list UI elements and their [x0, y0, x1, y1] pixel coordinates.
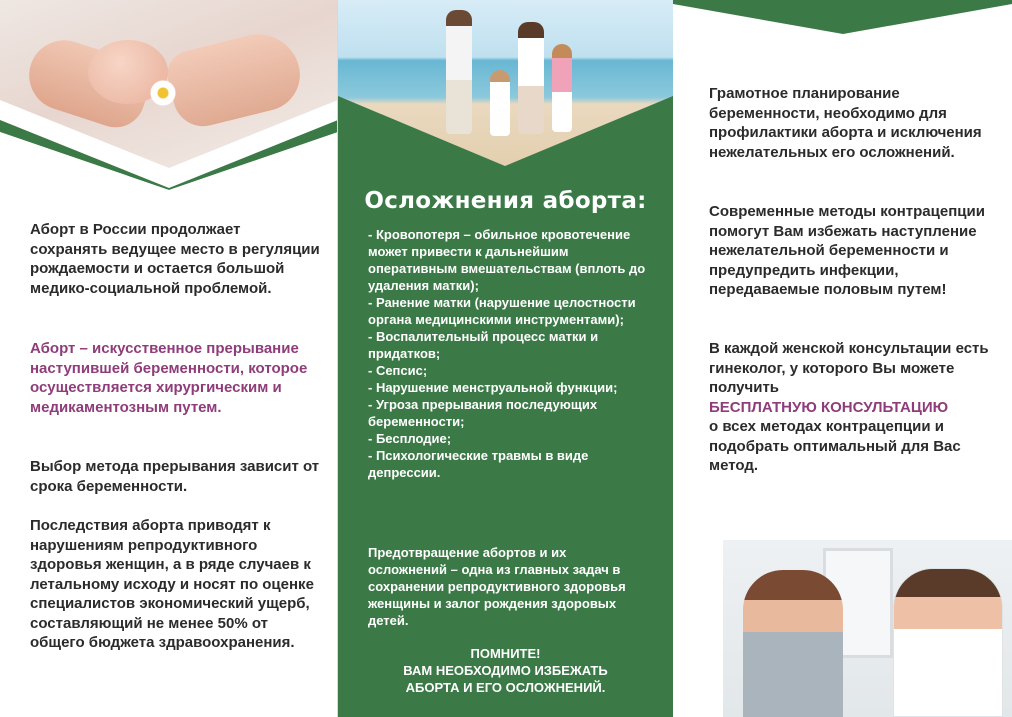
definition-paragraph: Аборт – искусственное прерывание наступившей беременности, которое осуществляется хирургическим и медикаментозным путем. [30, 340, 308, 416]
remember-block [338, 645, 673, 696]
doctor-figure [893, 568, 1003, 717]
remember-line: АБОРТА И ЕГО ОСЛОЖНЕНИЙ. [405, 680, 606, 695]
list-item: - Бесплодие; [368, 431, 452, 446]
right-panel [673, 0, 1012, 717]
prevention-paragraph: Предотвращение абортов и их осложнений – одна из главных задач в сохранении репродуктивного здоровья женщины и залог рождения здоровых детей. [368, 545, 626, 628]
planning-paragraph: Грамотное планирование беременности, необходимо для профилактики аборта и исключения нежелательных его осложнений. [709, 85, 982, 161]
left-panel [0, 0, 338, 717]
list-item: - Кровопотеря – обильное кровотечение может привести к дальнейшим оперативным вмешательствам (вплоть до удаления матки); [368, 227, 646, 293]
list-item: - Нарушение менструальной функции; [368, 380, 618, 395]
consultation-text-end: о всех методах контрацепции и подобрать оптимальный для Вас метод. [709, 418, 961, 474]
patient-figure [743, 570, 843, 717]
list-item: - Угроза прерывания последующих беременности; [368, 397, 598, 429]
complications-title: Осложнения аборта: [364, 188, 647, 214]
consultation-text: В каждой женской консультации есть гинеколог, у которого Вы можете получить [709, 340, 989, 396]
free-consultation-highlight: БЕСПЛАТНУЮ КОНСУЛЬТАЦИЮ [709, 398, 949, 416]
intro-paragraph: Аборт в России продолжает сохранять ведущее место в регуляции рождаемости и остается большой медико-социальной проблемой. [30, 221, 320, 297]
remember-heading: ПОМНИТЕ! [470, 646, 541, 661]
list-item: - Сепсис; [368, 363, 428, 378]
doctor-consultation-photo [723, 540, 1012, 717]
list-item: - Воспалительный процесс матки и придатков; [368, 329, 599, 361]
green-top-chevron [673, 0, 1012, 36]
consultation-paragraph [709, 339, 999, 476]
complications-list [368, 226, 648, 481]
middle-panel [338, 0, 673, 717]
list-item: - Психологические травмы в виде депрессии. [368, 448, 589, 480]
method-paragraph: Выбор метода прерывания зависит от срока беременности. [30, 458, 320, 495]
green-chevron-band [0, 100, 338, 190]
contraception-paragraph: Современные методы контрацепции помогут Вам избежать наступление нежелательной беременности и предупредить инфекции, передаваемые половым путем! [709, 203, 985, 298]
remember-line: ВАМ НЕОБХОДИМО ИЗБЕЖАТЬ [403, 663, 608, 678]
list-item: - Ранение матки (нарушение целостности органа медицинскими инструментами); [368, 295, 636, 327]
consequences-paragraph: Последствия аборта приводят к нарушениям репродуктивного здоровья женщин, а в ряде случаев к летальному исходу и носят по оценке специалистов экономический ущерб, составляющий не менее 50% от общего бюджета здравоохранения. [30, 517, 314, 651]
white-chevron [338, 96, 673, 176]
